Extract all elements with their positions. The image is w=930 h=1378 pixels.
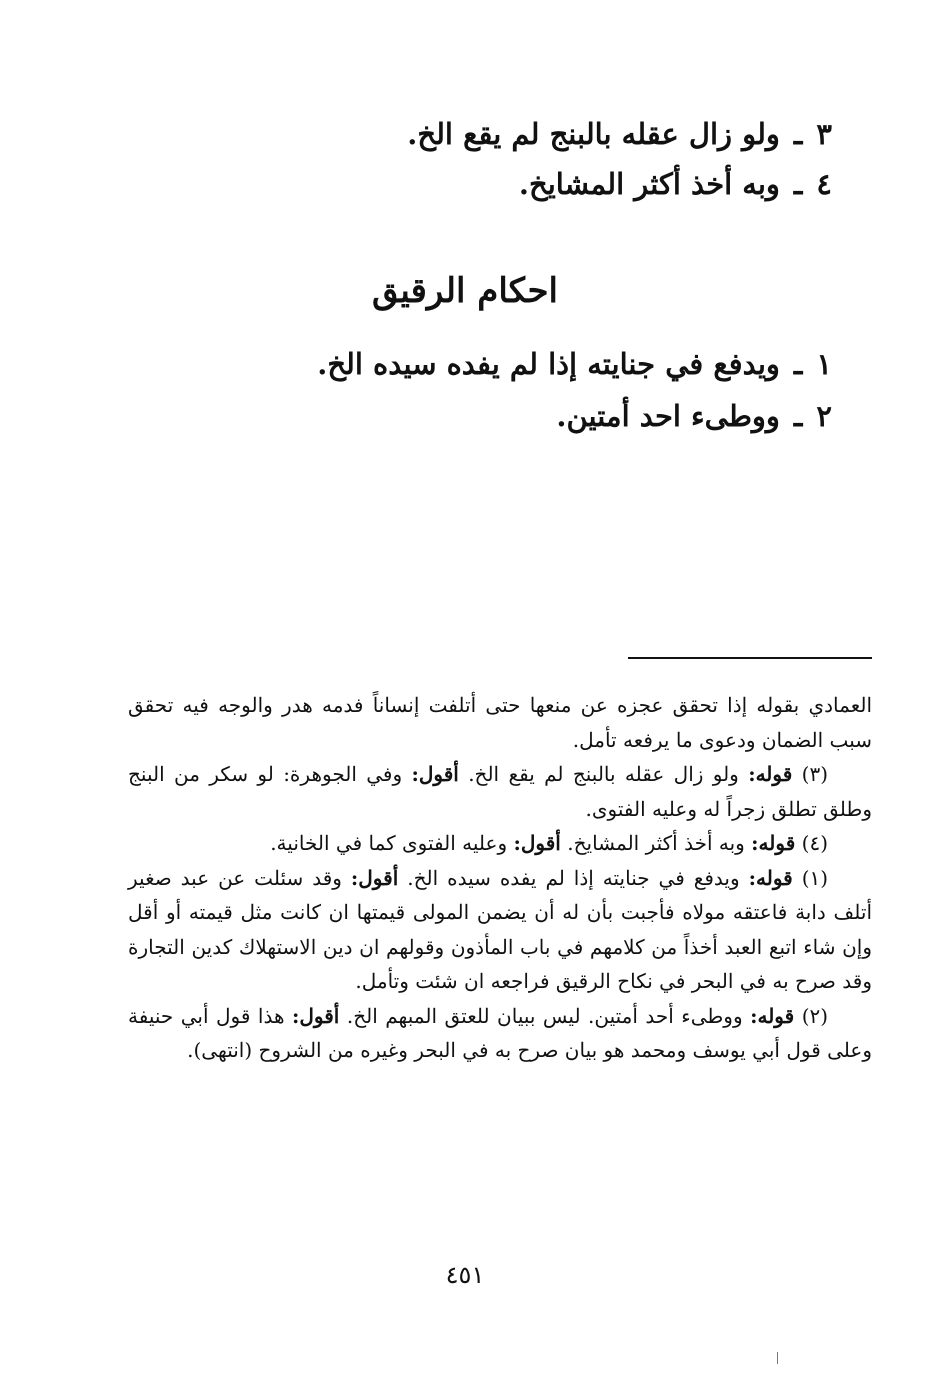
item-dash: ـ (793, 167, 803, 201)
footnote-3 (128, 757, 872, 826)
footnote-marker: (٣) (801, 762, 828, 786)
footnote-quote: ولو زال عقله بالبنج لم يقع الخ. (468, 762, 739, 786)
item-number: ٤ (816, 167, 832, 201)
footnote-2 (128, 999, 872, 1068)
footnote-comment-keyword: أقول: (411, 762, 459, 786)
footnote-marker: (٢) (801, 1003, 829, 1028)
footnote-comment: وقد سئلت عن عبد صغير أتلف دابة فاعتقه مولاه فأجبت بأن له أن يضمن المولى قيمتها ان كانت مثل قيمته أو أقل وإن شاء اتبع العبد أخذاً من كلامهم في باب المأذون وقولهم ان دين الاستهلاك كدين التجارة وقد صرح به في البحر في نكاح الرقيق فراجعه ان شئت وتأمل. (128, 865, 872, 993)
item-dash: ـ (793, 347, 803, 381)
footnote-comment-keyword: أقول: (513, 831, 561, 855)
footnote-comment: وفي الجوهرة: لو سكر من البنج وطلق تطلق زجراً له وعليه الفتوى. (128, 762, 872, 821)
main-item-3 (272, 112, 832, 156)
footnote-keyword: قوله: (748, 762, 793, 786)
footnote-keyword: قوله: (748, 865, 793, 890)
footnote-continuation: العمادي بقوله إذا تحقق عجزه عن منعها حتى أتلفت إنساناً فدمه هدر والوجه فيه تحقق سبب الضمان ودعوى ما يرفعه تأمل. (128, 693, 872, 752)
main-item-4 (272, 162, 832, 206)
footnote-quote: ويدفع في جنايته إذا لم يفده سيده الخ. (407, 865, 740, 890)
footnote-1 (128, 861, 872, 999)
item-number: ١ (816, 347, 832, 381)
item-dash: ـ (793, 117, 803, 151)
footnote-marker: (٤) (801, 831, 828, 855)
footnote-keyword: قوله: (750, 1003, 795, 1028)
footnote-keyword: قوله: (751, 831, 796, 855)
footnote-comment: هذا قول أبي حنيفة وعلى قول أبي يوسف ومحمد هو بيان صرح به في البحر وغيره من الشروح (انتهى). (128, 1003, 872, 1062)
footnote-marker: (١) (801, 865, 829, 890)
footnote-separator (628, 657, 872, 659)
item-text: ولو زال عقله بالبنج لم يقع الخ. (407, 117, 780, 151)
page-number: ٤٥١ (445, 1261, 485, 1289)
footnote-quote: ووطىء أحد أمتين. ليس ببيان للعتق المبهم الخ. (346, 1003, 743, 1028)
item-text: ويدفع في جنايته إذا لم يفده سيده الخ. (317, 347, 780, 381)
scan-mark (777, 1352, 778, 1364)
section-title: احكام الرقيق (372, 271, 558, 311)
item-dash: ـ (793, 399, 803, 433)
footnote-4 (128, 826, 872, 861)
item-text: ووطىء احد أمتين. (556, 399, 780, 433)
item-number: ٢ (816, 399, 832, 433)
footnote-comment-keyword: أقول: (292, 1003, 340, 1028)
section-item-1 (272, 342, 832, 386)
footnote-quote: وبه أخذ أكثر المشايخ. (567, 831, 745, 855)
footnote-comment: وعليه الفتوى كما في الخانية. (270, 831, 508, 855)
item-text: وبه أخذ أكثر المشايخ. (518, 167, 780, 201)
section-item-2 (272, 394, 832, 438)
footnotes (128, 688, 872, 1068)
footnote-comment-keyword: أقول: (350, 865, 399, 890)
item-number: ٣ (816, 117, 832, 151)
